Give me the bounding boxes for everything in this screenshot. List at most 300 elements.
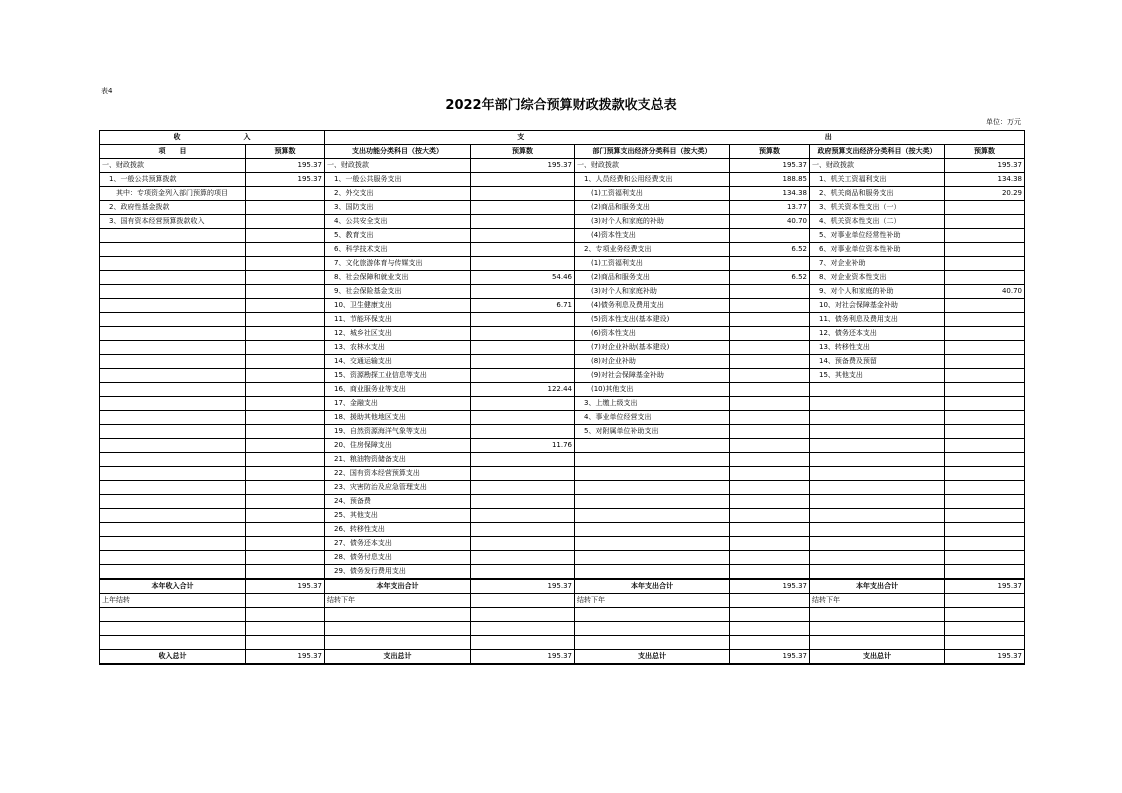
amount-cell (945, 243, 1025, 257)
label-cell (100, 257, 246, 271)
label-cell: 6、对事业单位资本性补助 (810, 243, 945, 257)
label-cell: 12、债务还本支出 (810, 327, 945, 341)
label-cell: 17、金融支出 (325, 397, 471, 411)
label-cell (100, 369, 246, 383)
label-cell: 5、对附属单位补助支出 (575, 425, 730, 439)
label-cell: 结转下年 (810, 594, 945, 608)
amount-cell (730, 551, 810, 565)
label-cell (810, 495, 945, 509)
table-row (100, 439, 1025, 453)
amount-cell (730, 636, 810, 650)
amount-cell (471, 257, 575, 271)
label-cell (575, 608, 730, 622)
label-cell: 3、国防支出 (325, 201, 471, 215)
amount-cell (945, 439, 1025, 453)
amount-cell (945, 509, 1025, 523)
amount-cell (730, 594, 810, 608)
amount-cell (471, 608, 575, 622)
table-row (100, 537, 1025, 551)
amount-cell (246, 201, 325, 215)
table-row (100, 467, 1025, 481)
label-cell: (4)资本性支出 (575, 229, 730, 243)
amount-cell: 134.38 (945, 173, 1025, 187)
label-cell: 2、政府性基金拨款 (100, 201, 246, 215)
label-cell: (5)资本性支出(基本建设) (575, 313, 730, 327)
income-header: 收 入 (100, 131, 325, 145)
col-item: 项 目 (100, 145, 246, 159)
label-cell (100, 481, 246, 495)
label-cell: 20、住房保障支出 (325, 439, 471, 453)
table-row (100, 257, 1025, 271)
amount-cell (730, 411, 810, 425)
label-cell: 本年收入合计 (100, 579, 246, 594)
amount-cell: 195.37 (471, 579, 575, 594)
label-cell (100, 313, 246, 327)
label-cell: 结转下年 (575, 594, 730, 608)
label-cell: 本年支出合计 (810, 579, 945, 594)
expense-header: 支 出 (325, 131, 1025, 145)
col-amount: 预算数 (945, 145, 1025, 159)
amount-cell (246, 608, 325, 622)
amount-cell (945, 369, 1025, 383)
amount-cell (730, 453, 810, 467)
amount-cell: 40.70 (730, 215, 810, 229)
amount-cell (246, 622, 325, 636)
label-cell: (1)工资福利支出 (575, 257, 730, 271)
label-cell (100, 397, 246, 411)
amount-cell: 195.37 (471, 650, 575, 665)
label-cell: 4、机关资本性支出（二） (810, 215, 945, 229)
amount-cell (730, 285, 810, 299)
amount-cell (945, 355, 1025, 369)
label-cell: 8、对企业资本性支出 (810, 271, 945, 285)
table-row (100, 383, 1025, 397)
annual-total-row (100, 579, 1025, 594)
amount-cell (945, 397, 1025, 411)
amount-cell (945, 383, 1025, 397)
amount-cell (246, 481, 325, 495)
amount-cell (945, 411, 1025, 425)
amount-cell (730, 313, 810, 327)
table-row (100, 369, 1025, 383)
amount-cell (730, 481, 810, 495)
amount-cell (945, 467, 1025, 481)
label-cell (810, 383, 945, 397)
label-cell: 一、财政拨款 (810, 159, 945, 173)
label-cell (810, 397, 945, 411)
label-cell: 22、国有资本经营预算支出 (325, 467, 471, 481)
table-row (100, 173, 1025, 187)
table-row (100, 159, 1025, 173)
amount-cell (730, 622, 810, 636)
label-cell (100, 383, 246, 397)
label-cell: 9、社会保险基金支出 (325, 285, 471, 299)
amount-cell (246, 411, 325, 425)
label-cell: (1)工资福利支出 (575, 187, 730, 201)
table-row (100, 215, 1025, 229)
label-cell: 9、对个人和家庭的补助 (810, 285, 945, 299)
label-cell (100, 495, 246, 509)
label-cell: (2)商品和服务支出 (575, 271, 730, 285)
label-cell (100, 551, 246, 565)
label-cell: 14、预备费及预留 (810, 355, 945, 369)
amount-cell (471, 509, 575, 523)
label-cell (325, 622, 471, 636)
label-cell (100, 355, 246, 369)
table-row (100, 551, 1025, 565)
amount-cell (730, 383, 810, 397)
label-cell (575, 622, 730, 636)
amount-cell (945, 201, 1025, 215)
amount-cell (945, 537, 1025, 551)
label-cell (100, 411, 246, 425)
amount-cell (246, 439, 325, 453)
amount-cell: 6.71 (471, 299, 575, 313)
amount-cell (246, 243, 325, 257)
label-cell: 5、教育支出 (325, 229, 471, 243)
amount-cell (246, 636, 325, 650)
amount-cell (471, 537, 575, 551)
label-cell: 12、城乡社区支出 (325, 327, 471, 341)
label-cell: 支出总计 (575, 650, 730, 665)
label-cell: 支出总计 (810, 650, 945, 665)
amount-cell (246, 299, 325, 313)
amount-cell (471, 187, 575, 201)
amount-cell (730, 608, 810, 622)
label-cell (100, 271, 246, 285)
label-cell (100, 243, 246, 257)
label-cell (810, 551, 945, 565)
label-cell (575, 551, 730, 565)
amount-cell (730, 565, 810, 580)
amount-cell (246, 257, 325, 271)
amount-cell (246, 285, 325, 299)
label-cell: (3)对个人和家庭补助 (575, 285, 730, 299)
amount-cell (730, 537, 810, 551)
amount-cell: 195.37 (246, 579, 325, 594)
grand-total-row (100, 650, 1025, 665)
label-cell (100, 229, 246, 243)
label-cell (810, 565, 945, 580)
amount-cell (471, 467, 575, 481)
amount-cell (246, 551, 325, 565)
amount-cell (471, 355, 575, 369)
label-cell: 14、交通运输支出 (325, 355, 471, 369)
label-cell: 11、债务利息及费用支出 (810, 313, 945, 327)
amount-cell (471, 565, 575, 580)
table-row (100, 201, 1025, 215)
amount-cell (730, 229, 810, 243)
label-cell: 结转下年 (325, 594, 471, 608)
amount-cell (471, 327, 575, 341)
label-cell: 2、专项业务经费支出 (575, 243, 730, 257)
amount-cell (246, 327, 325, 341)
label-cell: 1、机关工资福利支出 (810, 173, 945, 187)
amount-cell (471, 215, 575, 229)
amount-cell (246, 495, 325, 509)
label-cell (810, 608, 945, 622)
label-cell (100, 299, 246, 313)
label-cell (100, 439, 246, 453)
amount-cell (246, 313, 325, 327)
amount-cell: 134.38 (730, 187, 810, 201)
amount-cell (945, 229, 1025, 243)
amount-cell (730, 299, 810, 313)
label-cell (810, 509, 945, 523)
label-cell: 一、财政拨款 (575, 159, 730, 173)
amount-cell (471, 341, 575, 355)
label-cell (575, 565, 730, 580)
col-gov-econ: 政府预算支出经济分类科目（按大类） (810, 145, 945, 159)
amount-cell (730, 327, 810, 341)
amount-cell (730, 425, 810, 439)
label-cell (575, 636, 730, 650)
label-cell (100, 537, 246, 551)
col-amount: 预算数 (730, 145, 810, 159)
amount-cell (471, 425, 575, 439)
table-row (100, 355, 1025, 369)
label-cell (100, 509, 246, 523)
amount-cell (471, 369, 575, 383)
amount-cell (246, 425, 325, 439)
amount-cell: 195.37 (471, 159, 575, 173)
amount-cell (945, 341, 1025, 355)
label-cell (100, 327, 246, 341)
label-cell: 上年结转 (100, 594, 246, 608)
label-cell: 28、债务付息支出 (325, 551, 471, 565)
col-amount: 预算数 (471, 145, 575, 159)
amount-cell (945, 481, 1025, 495)
amount-cell: 195.37 (730, 159, 810, 173)
label-cell: 19、自然资源海洋气象等支出 (325, 425, 471, 439)
amount-cell (730, 369, 810, 383)
amount-cell (471, 622, 575, 636)
table-row (100, 425, 1025, 439)
label-cell (810, 537, 945, 551)
label-cell: 1、人员经费和公用经费支出 (575, 173, 730, 187)
amount-cell (730, 509, 810, 523)
amount-cell: 13.77 (730, 201, 810, 215)
table-row (100, 271, 1025, 285)
label-cell (810, 411, 945, 425)
label-cell: (10)其他支出 (575, 383, 730, 397)
label-cell (810, 622, 945, 636)
amount-cell: 195.37 (246, 173, 325, 187)
label-cell: 一、财政拨款 (325, 159, 471, 173)
label-cell (325, 636, 471, 650)
amount-cell (945, 622, 1025, 636)
label-cell (100, 608, 246, 622)
label-cell: 11、节能环保支出 (325, 313, 471, 327)
label-cell: 3、上缴上级支出 (575, 397, 730, 411)
table-row (100, 299, 1025, 313)
amount-cell (945, 523, 1025, 537)
amount-cell: 11.76 (471, 439, 575, 453)
amount-cell (246, 453, 325, 467)
label-cell (575, 523, 730, 537)
label-cell: 8、社会保障和就业支出 (325, 271, 471, 285)
label-cell (100, 285, 246, 299)
carry-row (100, 608, 1025, 622)
col-func-class: 支出功能分类科目（按大类） (325, 145, 471, 159)
table-row (100, 397, 1025, 411)
amount-cell: 195.37 (945, 579, 1025, 594)
label-cell: 16、商业服务业等支出 (325, 383, 471, 397)
label-cell: 10、卫生健康支出 (325, 299, 471, 313)
unit-label: 单位：万元 (986, 118, 1021, 126)
table-row (100, 481, 1025, 495)
label-cell: 25、其他支出 (325, 509, 471, 523)
label-cell: 7、文化旅游体育与传媒支出 (325, 257, 471, 271)
label-cell: 10、对社会保障基金补助 (810, 299, 945, 313)
amount-cell (730, 257, 810, 271)
table-row (100, 187, 1025, 201)
amount-cell (246, 187, 325, 201)
table-row (100, 509, 1025, 523)
table-row (100, 229, 1025, 243)
amount-cell (246, 229, 325, 243)
label-cell (100, 341, 246, 355)
label-cell: 2、机关商品和服务支出 (810, 187, 945, 201)
label-cell: 4、事业单位经营支出 (575, 411, 730, 425)
label-cell: 29、债务发行费用支出 (325, 565, 471, 580)
label-cell (100, 565, 246, 580)
label-cell: 3、国有资本经营预算拨款收入 (100, 215, 246, 229)
label-cell: 本年支出合计 (575, 579, 730, 594)
amount-cell (471, 201, 575, 215)
amount-cell (246, 397, 325, 411)
amount-cell: 195.37 (945, 650, 1025, 665)
amount-cell: 40.70 (945, 285, 1025, 299)
amount-cell (730, 355, 810, 369)
amount-cell (471, 495, 575, 509)
amount-cell (246, 523, 325, 537)
label-cell: 15、其他支出 (810, 369, 945, 383)
table-row (100, 285, 1025, 299)
label-cell: (6)资本性支出 (575, 327, 730, 341)
label-cell: 7、对企业补助 (810, 257, 945, 271)
label-cell: (9)对社会保障基金补助 (575, 369, 730, 383)
amount-cell (945, 299, 1025, 313)
label-cell: 13、农林水支出 (325, 341, 471, 355)
amount-cell (471, 453, 575, 467)
label-cell: (7)对企业补助(基本建设) (575, 341, 730, 355)
table-row (100, 313, 1025, 327)
carry-row (100, 636, 1025, 650)
col-dept-econ: 部门预算支出经济分类科目（按大类） (575, 145, 730, 159)
label-cell: 4、公共安全支出 (325, 215, 471, 229)
amount-cell (246, 341, 325, 355)
amount-cell: 195.37 (730, 650, 810, 665)
amount-cell: 122.44 (471, 383, 575, 397)
table-row (100, 565, 1025, 580)
label-cell: 6、科学技术支出 (325, 243, 471, 257)
label-cell (575, 495, 730, 509)
label-cell (100, 467, 246, 481)
label-cell (810, 467, 945, 481)
label-cell: 1、一般公共服务支出 (325, 173, 471, 187)
amount-cell (945, 257, 1025, 271)
label-cell: 27、债务还本支出 (325, 537, 471, 551)
label-cell: 3、机关资本性支出（一） (810, 201, 945, 215)
amount-cell (471, 229, 575, 243)
label-cell: 收入总计 (100, 650, 246, 665)
label-cell: 24、预备费 (325, 495, 471, 509)
amount-cell (945, 327, 1025, 341)
table-row (100, 341, 1025, 355)
table-row (100, 523, 1025, 537)
amount-cell: 195.37 (246, 159, 325, 173)
table-number: 表4 (101, 87, 113, 95)
label-cell (100, 425, 246, 439)
label-cell (100, 622, 246, 636)
label-cell (100, 523, 246, 537)
label-cell (810, 425, 945, 439)
label-cell: 23、灾害防治及应急管理支出 (325, 481, 471, 495)
amount-cell: 195.37 (945, 159, 1025, 173)
table-row (100, 411, 1025, 425)
amount-cell: 195.37 (730, 579, 810, 594)
label-cell (575, 509, 730, 523)
label-cell: (2)商品和服务支出 (575, 201, 730, 215)
label-cell (810, 481, 945, 495)
label-cell: 支出总计 (325, 650, 471, 665)
label-cell: 18、援助其他地区支出 (325, 411, 471, 425)
amount-cell (471, 411, 575, 425)
amount-cell (471, 243, 575, 257)
label-cell (575, 467, 730, 481)
amount-cell (471, 523, 575, 537)
amount-cell: 195.37 (246, 650, 325, 665)
table-row (100, 327, 1025, 341)
amount-cell (471, 313, 575, 327)
label-cell (810, 636, 945, 650)
label-cell: 5、对事业单位经常性补助 (810, 229, 945, 243)
amount-cell (730, 397, 810, 411)
amount-cell (945, 215, 1025, 229)
budget-table (99, 130, 1025, 665)
amount-cell (945, 565, 1025, 580)
table-row (100, 243, 1025, 257)
table-row (100, 453, 1025, 467)
amount-cell (246, 383, 325, 397)
label-cell (325, 608, 471, 622)
amount-cell: 6.52 (730, 271, 810, 285)
amount-cell (945, 608, 1025, 622)
amount-cell (945, 453, 1025, 467)
col-amount: 预算数 (246, 145, 325, 159)
amount-cell (471, 551, 575, 565)
amount-cell: 20.29 (945, 187, 1025, 201)
label-cell (810, 439, 945, 453)
amount-cell (730, 523, 810, 537)
amount-cell: 6.52 (730, 243, 810, 257)
label-cell: 一、财政拨款 (100, 159, 246, 173)
amount-cell (471, 173, 575, 187)
label-cell: 1、一般公共预算拨款 (100, 173, 246, 187)
amount-cell (246, 271, 325, 285)
label-cell: 本年支出合计 (325, 579, 471, 594)
label-cell (810, 453, 945, 467)
amount-cell (246, 355, 325, 369)
amount-cell (945, 271, 1025, 285)
amount-cell (471, 397, 575, 411)
label-cell (575, 481, 730, 495)
amount-cell: 188.85 (730, 173, 810, 187)
amount-cell (945, 425, 1025, 439)
label-cell: 其中：专项资金列入部门预算的项目 (100, 187, 246, 201)
label-cell: 21、粮油物资储备支出 (325, 453, 471, 467)
